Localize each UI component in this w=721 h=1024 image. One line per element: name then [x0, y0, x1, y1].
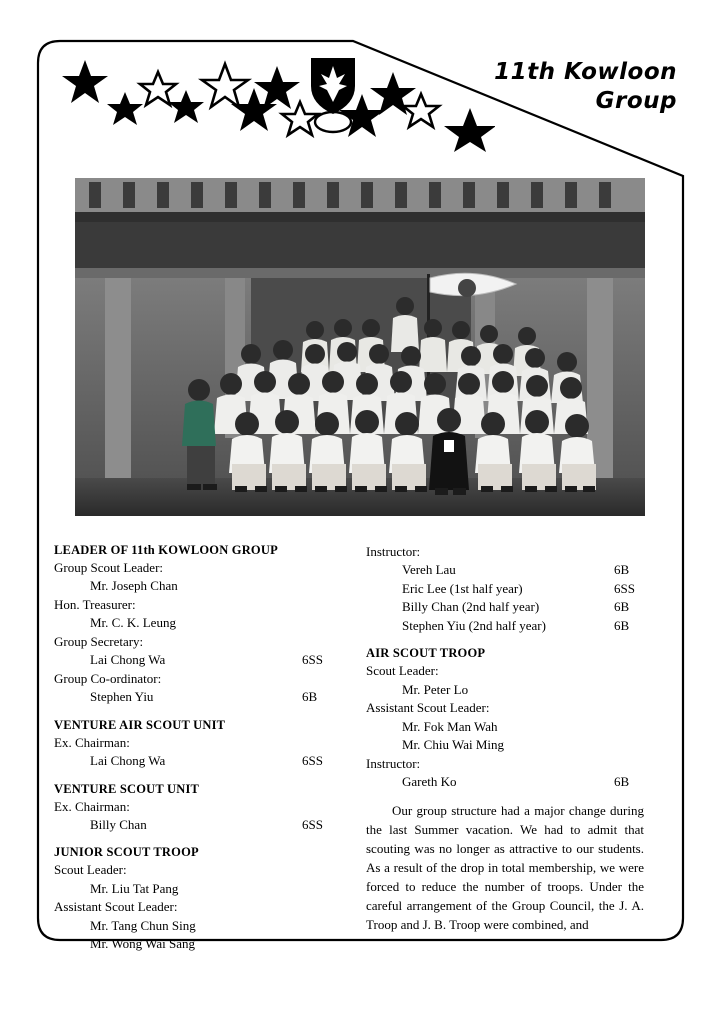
person-class-code: 6B	[614, 599, 630, 615]
person-name: Mr. Wong Wai Sang	[90, 936, 196, 952]
person-name: Mr. C. K. Leung	[90, 615, 176, 631]
section-heading-air-scout-troop: AIR SCOUT TROOP	[366, 646, 486, 661]
star-icon	[282, 102, 318, 135]
role-label: Scout Leader:	[54, 862, 127, 878]
scout-crest-icon	[311, 58, 355, 132]
entry-junior-assistant-scout-leader	[54, 898, 332, 953]
entry-venture-ex-chairman	[54, 798, 332, 835]
person-name: Lai Chong Wa	[90, 753, 166, 769]
person-name: Mr. Fok Man Wah	[402, 718, 498, 734]
role-label-instructor: Instructor:	[366, 544, 421, 559]
role-label: Assistant Scout Leader:	[366, 700, 490, 716]
section-heading-venture-air-scout-unit: VENTURE AIR SCOUT UNIT	[54, 717, 226, 732]
person-row	[54, 688, 332, 706]
entry-instructor-4	[366, 617, 644, 635]
person-row	[366, 617, 644, 635]
person-name: Billy Chan	[90, 816, 147, 832]
group-photo-image	[75, 178, 645, 516]
person-name: Mr. Liu Tat Pang	[90, 880, 179, 896]
entry-air-assistant-scout-leader	[366, 699, 644, 754]
star-icon	[107, 92, 143, 125]
person-name: Mr. Tang Chun Sing	[90, 917, 196, 933]
entry-air-scout-leader	[366, 662, 644, 699]
role-label: Ex. Chairman:	[54, 734, 130, 750]
person-class-code: 6SS	[302, 753, 323, 769]
entry-hon-treasurer	[54, 596, 332, 633]
star-icon	[254, 66, 300, 109]
person-row	[366, 598, 644, 616]
entry-venture-air-ex-chairman	[54, 734, 332, 771]
section-heading-junior-scout-troop: JUNIOR SCOUT TROOP	[54, 845, 199, 860]
star-icon	[168, 90, 204, 123]
person-name: Billy Chan (2nd half year)	[402, 599, 540, 615]
role-label: Ex. Chairman:	[54, 798, 130, 814]
person-row	[54, 577, 332, 595]
person-class-code: 6B	[614, 617, 630, 633]
person-name: Vereh Lau	[402, 562, 456, 578]
person-name: Eric Lee (1st half year)	[402, 580, 523, 596]
person-row	[366, 561, 644, 579]
page-title-line2: Group	[595, 87, 677, 114]
person-row	[54, 752, 332, 770]
entry-group-secretary	[54, 633, 332, 670]
stars-decoration	[55, 52, 495, 152]
section-heading-venture-scout-unit: VENTURE SCOUT UNIT	[54, 781, 200, 796]
star-icon	[62, 60, 108, 103]
person-row	[366, 773, 644, 791]
person-name: Mr. Chiu Wai Ming	[402, 737, 505, 753]
role-label: Assistant Scout Leader:	[54, 899, 178, 915]
role-label: Instructor:	[366, 755, 421, 771]
entry-air-instructor	[366, 755, 644, 792]
body-columns	[54, 543, 646, 952]
person-row	[54, 651, 332, 669]
person-class-code: 6SS	[614, 580, 635, 596]
entry-instructor-3	[366, 598, 644, 616]
entry-instructor-1	[366, 561, 644, 579]
star-icon	[202, 64, 248, 107]
role-label: Scout Leader:	[366, 663, 439, 679]
person-row	[54, 917, 332, 935]
page-title-line1: 11th Kowloon	[494, 59, 677, 85]
star-icon	[140, 72, 176, 105]
left-column	[54, 543, 332, 954]
role-label: Group Co-ordinator:	[54, 670, 162, 686]
group-photo	[75, 178, 645, 516]
role-label: Group Secretary:	[54, 633, 144, 649]
entry-group-scout-leader	[54, 559, 332, 596]
page-title	[494, 58, 677, 116]
body-paragraph: Our group structure had a major change during the last Summer vacation. We had to admit that scouting was no longer as attractive to our students. As a result of the drop in total membership, we were forced to reduce the number of troops. Under the careful arrangement of the Group Council, the J. A. Troop and J. B. Troop were combined, and	[366, 803, 644, 932]
person-name: Gareth Ko	[402, 773, 457, 789]
person-class-code: 6SS	[302, 652, 323, 668]
person-name: Stephen Yiu	[90, 689, 154, 705]
person-row	[366, 718, 644, 736]
section-heading-leader: LEADER OF 11th KOWLOON GROUP	[54, 543, 278, 557]
role-label: Hon. Treasurer:	[54, 596, 136, 612]
star-icon	[403, 94, 439, 127]
person-class-code: 6B	[614, 773, 630, 789]
person-class-code: 6SS	[302, 816, 323, 832]
person-class-code: 6B	[302, 689, 318, 705]
entry-junior-scout-leader	[54, 861, 332, 898]
person-name: Mr. Peter Lo	[402, 681, 469, 697]
right-column	[366, 543, 644, 934]
person-class-code: 6B	[614, 562, 630, 578]
person-name: Lai Chong Wa	[90, 652, 166, 668]
role-label: Group Scout Leader:	[54, 560, 164, 575]
entry-instructor-2	[366, 580, 644, 598]
person-row	[54, 935, 332, 953]
person-row	[54, 816, 332, 834]
person-row	[366, 681, 644, 699]
entry-group-coordinator	[54, 670, 332, 707]
person-row	[366, 580, 644, 598]
star-icon	[370, 72, 416, 115]
person-row	[54, 880, 332, 898]
person-row	[54, 614, 332, 632]
person-row	[366, 736, 644, 754]
person-name: Mr. Joseph Chan	[90, 578, 178, 594]
person-name: Stephen Yiu (2nd half year)	[402, 617, 546, 633]
star-icon	[444, 108, 495, 152]
